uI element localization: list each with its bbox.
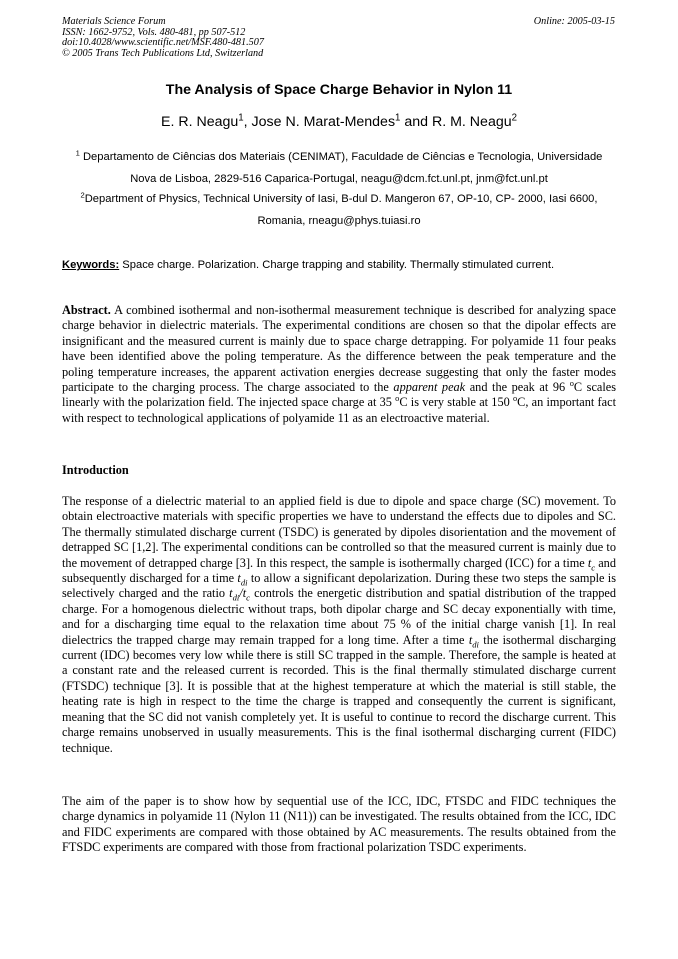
abstract-label: Abstract. — [62, 303, 111, 317]
intro-text-3: to allow a significant depolarization. During these two steps the sample is selectively charged and the ratio — [62, 571, 617, 601]
symbol-t: t — [242, 586, 247, 601]
journal-name: Materials Science Forum — [62, 16, 166, 27]
symbol-t: t — [237, 571, 241, 586]
affiliation-2-number: 2 — [80, 190, 85, 200]
author-3: and R. M. Neagu — [400, 114, 512, 130]
abstract-italic: apparent peak — [393, 380, 466, 395]
ratio-slash: / — [239, 586, 243, 601]
intro-text-1: The response of a dielectric material to an applied field is due to dipole and space charge (SC) movement. To obtain electroactive materials with specific properties we have to understand the effects due to dipoles and SC. The thermally stimulated discharge current (TSDC) is generated by dipoles disorientation and the movement of detrapped SC [1,2]. The experimental conditions can be controlled so that the measured current is mainly due to the movement of detrapped charge [3]. In this respect, the sample is isothermally charged (ICC) for a time — [62, 494, 616, 570]
abstract-text-3: C scales linearly with the polarization field. The injected space charge at 35 — [62, 380, 617, 410]
affiliation-1-number: 1 — [75, 148, 80, 158]
author-3-affil: 2 — [511, 112, 517, 124]
degree-mark: o — [395, 394, 400, 404]
paper-title: The Analysis of Space Charge Behavior in Nylon 11 — [165, 82, 513, 98]
abstract-text-1: A combined isothermal and non-isothermal measurement technique is described for analyzing space charge behavior in dielectric materials. The experimental conditions are chosen so that the dipolar effects are insignificant and the measured current is mainly due to space charge detrapping. For polyamide 11 four peaks have been identified above the poling temperature. As the difference between the peak temperature and the poling temperature increases, the apparent activation energies decrease suggesting that only the faster modes participate to the charging process. The charge associated to the — [62, 303, 616, 395]
keywords-text: Space charge. Polarization. Charge trapping and stability. Thermally stimulated current. — [119, 259, 555, 271]
degree-mark: o — [512, 394, 518, 404]
online-date: Online: 2005-03-15 — [533, 16, 615, 27]
subscript-di: di — [232, 592, 240, 603]
affiliation-1-text: Departamento de Ciências dos Materiais (CENIMAT), Faculdade de Ciências e Tecnologia, Universidade Nova de Lisboa, 2829-516 Caparica-Portugal, neagu@dcm.fct.unl.pt, jnm@fct.unl.pt — [79, 151, 603, 185]
abstract-text-2: and the peak at 96 — [465, 380, 570, 395]
intro-text-5: the isothermal discharging current (IDC) becomes very low while there is still SC trapped in the sample. Therefore, the sample is heated at a constant rate and the released current is recorded. This is the final thermally stimulated discharge current (FTSDC) technique [3]. It is possible that at the highest temperature at which the material is still stable, the heating rate is high in respect to the time the charge is trapped and consequently the current is significant, meaning that the SC did not vanish completely yet. It is useful to continue to record the discharge current. This charge remains unobserved in usually measurements. This is the final isothermal discharging current (FIDC) technique. — [62, 632, 616, 755]
symbol-t: t — [229, 586, 233, 601]
abstract-text-5: C, an important fact with respect to technological applications of polyamide 11 as an electroactive material. — [62, 395, 616, 425]
doi-line: doi:10.4028/www.scientific.net/MSF.480-481.507 — [62, 37, 264, 49]
author-2-affil: 1 — [395, 112, 401, 124]
affiliation-2-text: Department of Physics, Technical University of Iasi, B-dul D. Mangeron 67, OP-10, CP- 2000, Iasi 6600, Romania, rneagu@phys.tuiasi.ro — [84, 193, 598, 227]
intro-text-2: and subsequently discharged for a time — [62, 555, 616, 586]
author-2: , Jose N. Marat-Mendes — [243, 114, 396, 130]
subscript-c: c — [246, 592, 250, 603]
subscript-c: c — [591, 562, 596, 573]
author-1: E. R. Neagu — [160, 114, 239, 130]
affiliation-1 — [62, 146, 616, 190]
keywords — [62, 259, 616, 273]
journal-header — [62, 17, 422, 59]
symbol-t: t — [468, 632, 473, 647]
symbol-t: t — [587, 555, 592, 570]
introduction-paragraph-1 — [62, 494, 616, 756]
author-1-affil: 1 — [238, 112, 244, 124]
keywords-label: Keywords: — [62, 259, 120, 271]
subscript-di: di — [472, 639, 479, 650]
intro-text-4: controls the energetic distribution and spatial distribution of the trapped charge. For a homogenous dielectric without traps, both dipolar charge and SC decay exponentially with time, and for a discharging time equal to the relaxation time about 75 % of the initial charge vanish [1]. In real dielectrics the trapped charge may remain trapped for a long time. After a time — [62, 586, 616, 647]
introduction-heading: Introduction — [62, 463, 129, 477]
abstract-text-4: C is very stable at 150 — [399, 395, 513, 410]
issn-line: ISSN: 1662-9752, Vols. 480-481, pp 507-512 — [62, 26, 246, 38]
abstract — [62, 303, 616, 426]
author-list — [0, 114, 678, 130]
affiliation-2 — [62, 188, 616, 232]
subscript-di: di — [240, 577, 248, 588]
degree-mark: o — [569, 378, 574, 388]
copyright-line: © 2005 Trans Tech Publications Ltd, Switzerland — [62, 47, 264, 59]
introduction-paragraph-2: The aim of the paper is to show how by sequential use of the ICC, IDC, FTSDC and FIDC techniques the charge dynamics in polyamide 11 (Nylon 11 (N11)) can be investigated. The results obtained from the ICC, IDC and FIDC experiments are compared with those obtained by AC measurements. The results obtained from the FTSDC experiments are compared with those from fractional polarization TSDC experiments. — [62, 794, 616, 855]
